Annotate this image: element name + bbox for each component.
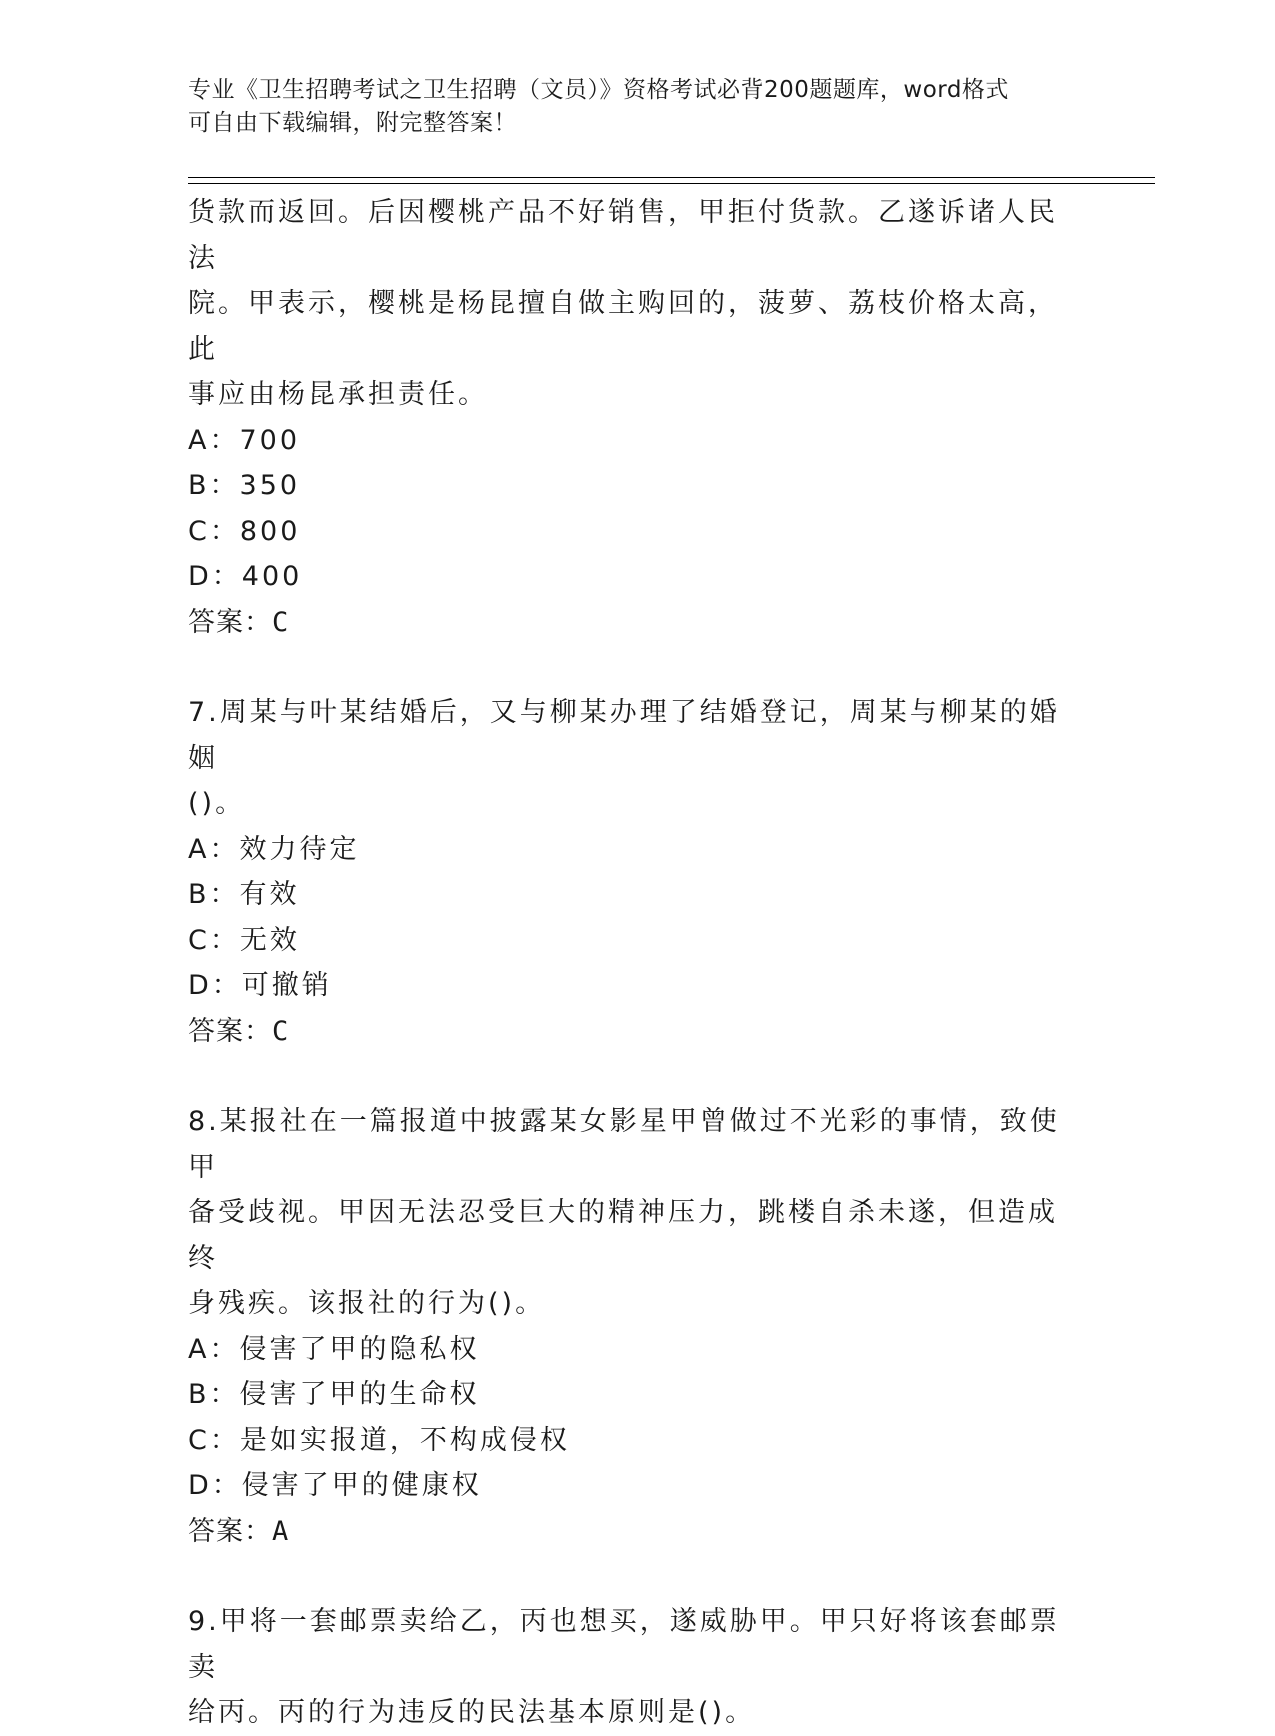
question-text-line: ()。 bbox=[188, 788, 246, 819]
option-d: D：400 bbox=[188, 561, 303, 592]
option-c: C：是如实报道，不构成侵权 bbox=[188, 1424, 570, 1456]
option-b: B：350 bbox=[188, 470, 301, 501]
option-d: D：可撤销 bbox=[188, 970, 332, 1001]
document-body bbox=[188, 190, 1068, 1736]
header-rule-bottom bbox=[188, 183, 1155, 184]
question-text-line: 货款而返回。后因樱桃产品不好销售，甲拒付货款。乙遂诉诸人民法 bbox=[188, 197, 1058, 274]
question-text-line: 身残疾。该报社的行为()。 bbox=[188, 1288, 546, 1319]
option-a: A：效力待定 bbox=[188, 833, 360, 865]
option-c: C：无效 bbox=[188, 924, 300, 956]
document-header bbox=[188, 74, 1068, 140]
option-c: C：800 bbox=[188, 515, 301, 547]
answer-line: 答案：C bbox=[188, 1015, 290, 1047]
option-b: B：有效 bbox=[188, 879, 300, 910]
option-a: A：700 bbox=[188, 424, 301, 456]
question-text-line: 9.甲将一套邮票卖给乙，丙也想买，遂威胁甲。甲只好将该套邮票卖 bbox=[188, 1606, 1060, 1683]
header-line-2: 可自由下载编辑，附完整答案！ bbox=[188, 110, 517, 136]
question-text-line: 院。甲表示，樱桃是杨昆擅自做主购回的，菠萝、荔枝价格太高，此 bbox=[188, 288, 1058, 365]
header-rule-top bbox=[188, 177, 1155, 178]
question-fragment bbox=[188, 190, 1068, 645]
option-a: A：侵害了甲的隐私权 bbox=[188, 1333, 480, 1365]
question-spacer bbox=[188, 1554, 1068, 1599]
answer-line: 答案：A bbox=[188, 1515, 290, 1547]
option-d: D：侵害了甲的健康权 bbox=[188, 1470, 482, 1501]
answer-line: 答案：C bbox=[188, 606, 290, 638]
question-text-line: 给丙。丙的行为违反的民法基本原则是()。 bbox=[188, 1697, 756, 1728]
question-7 bbox=[188, 690, 1068, 1054]
question-text-line: 8.某报社在一篇报道中披露某女影星甲曾做过不光彩的事情，致使甲 bbox=[188, 1106, 1060, 1183]
question-8 bbox=[188, 1099, 1068, 1554]
option-b: B：侵害了甲的生命权 bbox=[188, 1379, 480, 1410]
question-text-line: 事应由杨昆承担责任。 bbox=[188, 379, 488, 410]
question-spacer bbox=[188, 645, 1068, 690]
header-line-1: 专业《卫生招聘考试之卫生招聘（文员）》资格考试必背200题题库，word格式 bbox=[188, 77, 1009, 103]
question-text-line: 7.周某与叶某结婚后，又与柳某办理了结婚登记，周某与柳某的婚姻 bbox=[188, 697, 1060, 774]
question-text-line: 备受歧视。甲因无法忍受巨大的精神压力，跳楼自杀未遂，但造成终 bbox=[188, 1197, 1058, 1274]
question-9 bbox=[188, 1599, 1068, 1736]
question-spacer bbox=[188, 1054, 1068, 1099]
